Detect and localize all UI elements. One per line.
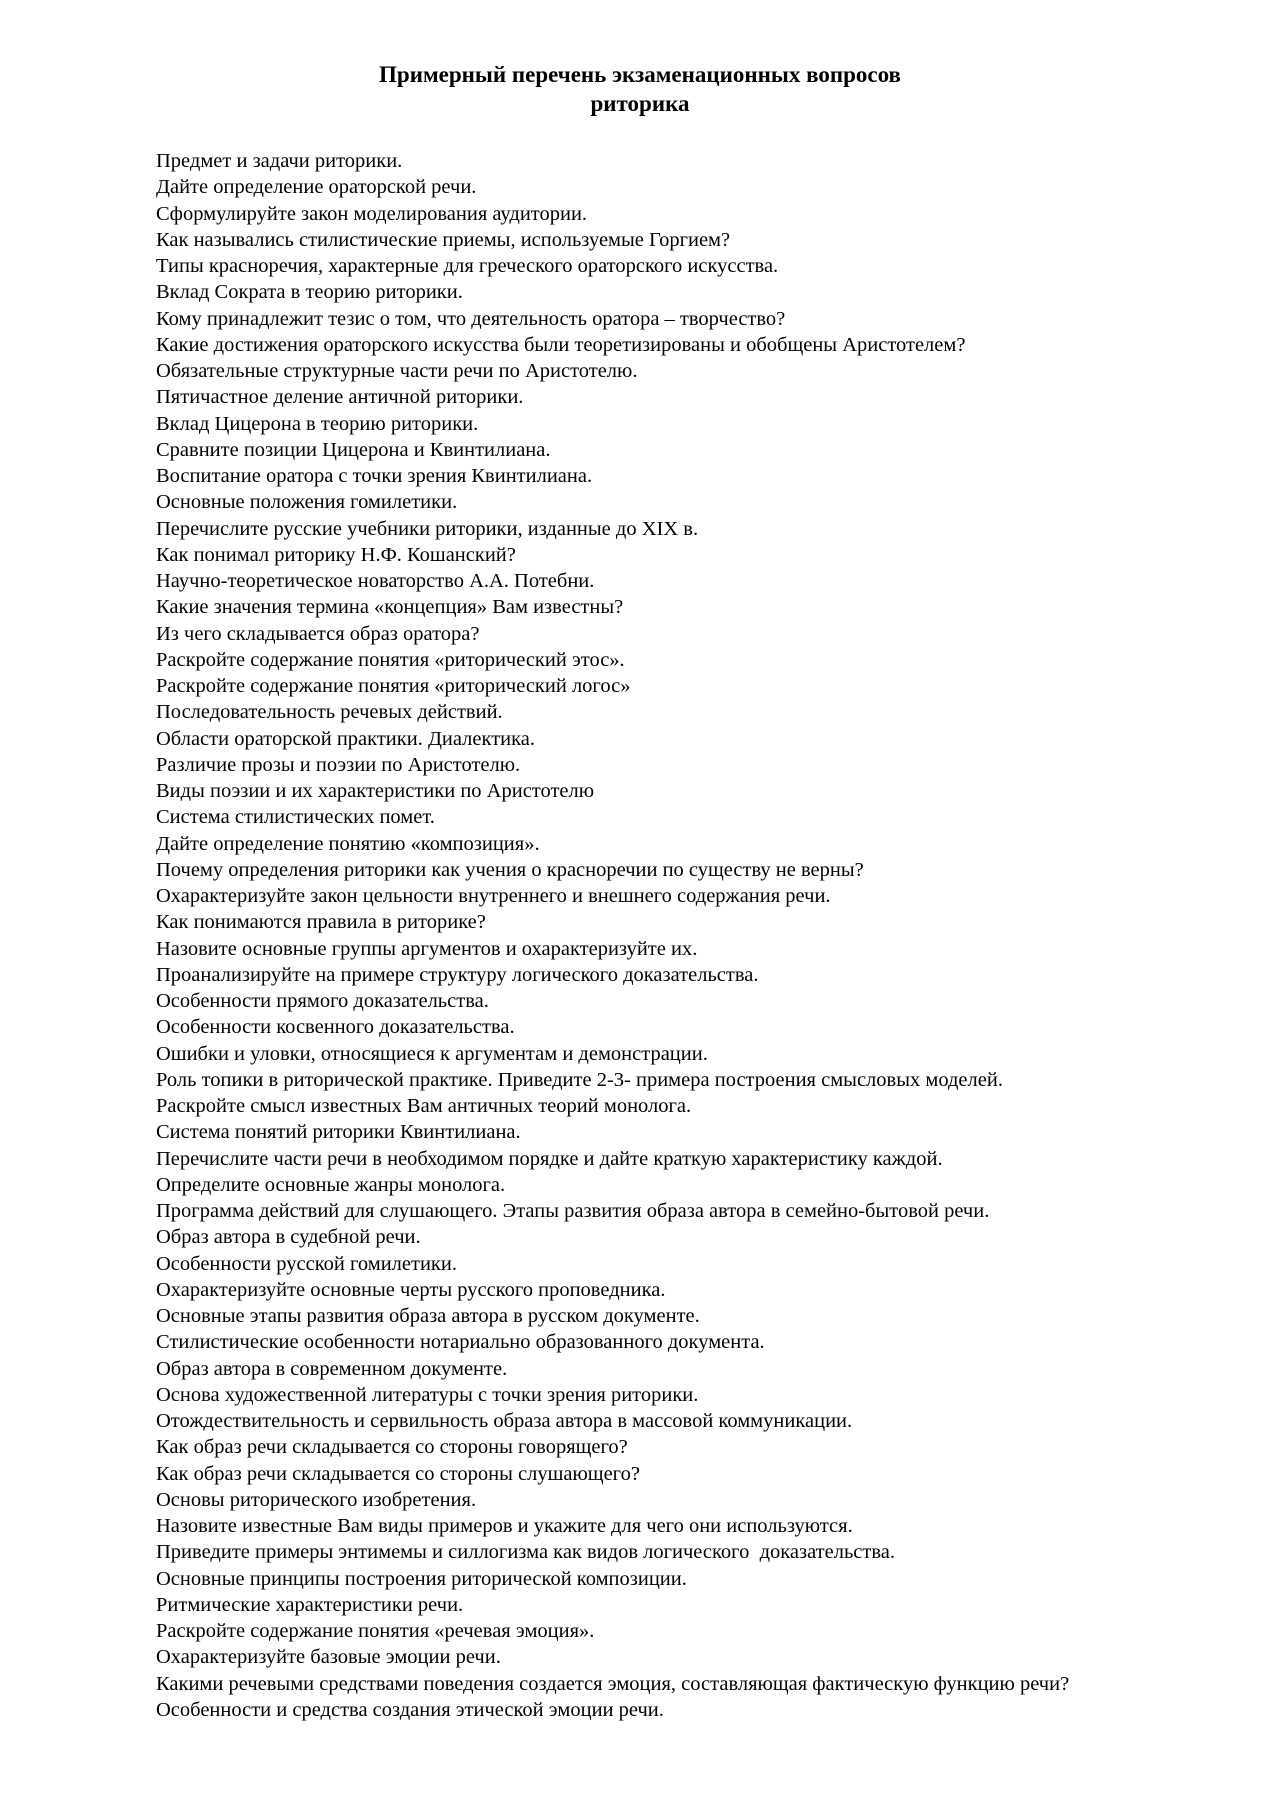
question-item: Кому принадлежит тезис о том, что деятельность оратора – творчество?	[156, 307, 786, 330]
question-item: Дайте определение ораторской речи.	[156, 176, 477, 199]
question-item: Особенности косвенного доказательства.	[156, 1016, 515, 1039]
question-item: Вклад Сократа в теорию риторики.	[156, 281, 463, 304]
question-item: Охарактеризуйте закон цельности внутреннего и внешнего содержания речи.	[156, 885, 831, 907]
question-item: Основы риторического изобретения.	[156, 1488, 477, 1511]
question-item: Приведите примеры энтимемы и силлогизма как видов логического доказательства.	[156, 1541, 896, 1564]
question-item: Охарактеризуйте базовые эмоции речи.	[156, 1646, 501, 1669]
question-item: Области ораторской практики. Диалектика.	[156, 727, 535, 750]
question-item: Назовите известные Вам виды примеров и укажите для чего они используются.	[156, 1515, 853, 1537]
question-item: Раскройте содержание понятия «риторический этос».	[156, 648, 625, 671]
question-item: Особенности прямого доказательства.	[156, 990, 489, 1012]
question-item: Определите основные жанры монолога.	[156, 1173, 506, 1196]
question-item: Роль топики в риторической практике. Приведите 2-3- примера построения смысловых моделей.	[156, 1068, 1003, 1091]
question-item: Как понимаются правила в риторике?	[156, 911, 486, 934]
document-subtitle: риторика	[590, 91, 690, 116]
question-item: Отождествительность и сервильность образа автора в массовой коммуникации.	[156, 1410, 853, 1432]
question-item: Типы красноречия, характерные для греческого ораторского искусства.	[156, 255, 779, 277]
question-item: Основные положения гомилетики.	[156, 491, 458, 514]
question-item: Раскройте смысл известных Вам античных теорий монолога.	[156, 1095, 692, 1117]
question-item: Образ автора в судебной речи.	[156, 1226, 421, 1249]
question-item: Основные принципы построения риторической композиции.	[156, 1567, 687, 1590]
question-item: Стилистические особенности нотариально образованного документа.	[156, 1331, 765, 1354]
question-item: Особенности русской гомилетики.	[156, 1252, 457, 1275]
question-item: Ошибки и уловки, относящиеся к аргументам и демонстрации.	[156, 1042, 708, 1065]
question-item: Основа художественной литературы с точки зрения риторики.	[156, 1383, 699, 1406]
question-item: Какие достижения ораторского искусства были теоретизированы и обобщены Аристотелем?	[156, 333, 966, 356]
question-item: Ритмические характеристики речи.	[156, 1593, 464, 1616]
question-item: Дайте определение понятию «композиция».	[156, 832, 540, 855]
question-item: Пятичастное деление античной риторики.	[156, 386, 524, 409]
question-item: Вклад Цицерона в теорию риторики.	[156, 412, 479, 435]
question-item: Охарактеризуйте основные черты русского проповедника.	[156, 1278, 666, 1301]
question-item: Последовательность речевых действий.	[156, 701, 503, 724]
question-item: Назовите основные группы аргументов и охарактеризуйте их.	[156, 937, 698, 960]
question-item: Как понимал риторику Н.Ф. Кошанский?	[156, 543, 516, 566]
question-item: Из чего складывается образ оратора?	[156, 622, 480, 645]
questions-list	[156, 148, 1256, 1723]
question-item: Перечислите части речи в необходимом порядке и дайте краткую характеристику каждой.	[156, 1147, 943, 1170]
question-item: Как назывались стилистические приемы, используемые Горгием?	[156, 228, 731, 251]
question-item: Раскройте содержание понятия «речевая эмоция».	[156, 1620, 595, 1642]
question-item: Обязательные структурные части речи по Аристотелю.	[156, 360, 638, 382]
question-item: Как образ речи складывается со стороны говорящего?	[156, 1436, 628, 1459]
question-item: Сформулируйте закон моделирования аудитории.	[156, 202, 588, 225]
question-item: Система стилистических помет.	[156, 806, 435, 829]
question-item: Сравните позиции Цицерона и Квинтилиана.	[156, 438, 551, 461]
question-item: Проанализируйте на примере структуру логического доказательства.	[156, 963, 759, 986]
question-item: Почему определения риторики как учения о красноречии по существу не верны?	[156, 858, 864, 881]
question-item: Система понятий риторики Квинтилиана.	[156, 1121, 521, 1144]
question-item: Какими речевыми средствами поведения создается эмоция, составляющая фактическую функцию речи?	[156, 1672, 1070, 1695]
question-item: Как образ речи складывается со стороны слушающего?	[156, 1462, 640, 1485]
question-item: Какие значения термина «концепция» Вам известны?	[156, 596, 624, 619]
question-item: Виды поэзии и их характеристики по Аристотелю	[156, 780, 595, 802]
question-item: Раскройте содержание понятия «риторический логос»	[156, 675, 631, 697]
question-item: Различие прозы и поэзии по Аристотелю.	[156, 753, 521, 776]
question-item: Особенности и средства создания этической эмоции речи.	[156, 1698, 664, 1721]
question-item: Программа действий для слушающего. Этапы развития образа автора в семейно-бытовой речи.	[156, 1200, 990, 1222]
question-item: Образ автора в современном документе.	[156, 1357, 508, 1380]
question-item: Предмет и задачи риторики.	[156, 150, 403, 172]
document-title: Примерный перечень экзаменационных вопросов	[379, 62, 901, 87]
question-item: Перечислите русские учебники риторики, изданные до XIX в.	[156, 517, 699, 540]
question-item: Воспитание оратора с точки зрения Квинтилиана.	[156, 465, 593, 487]
question-item: Научно-теоретическое новаторство А.А. Потебни.	[156, 570, 595, 592]
question-item: Основные этапы развития образа автора в русском документе.	[156, 1305, 700, 1327]
